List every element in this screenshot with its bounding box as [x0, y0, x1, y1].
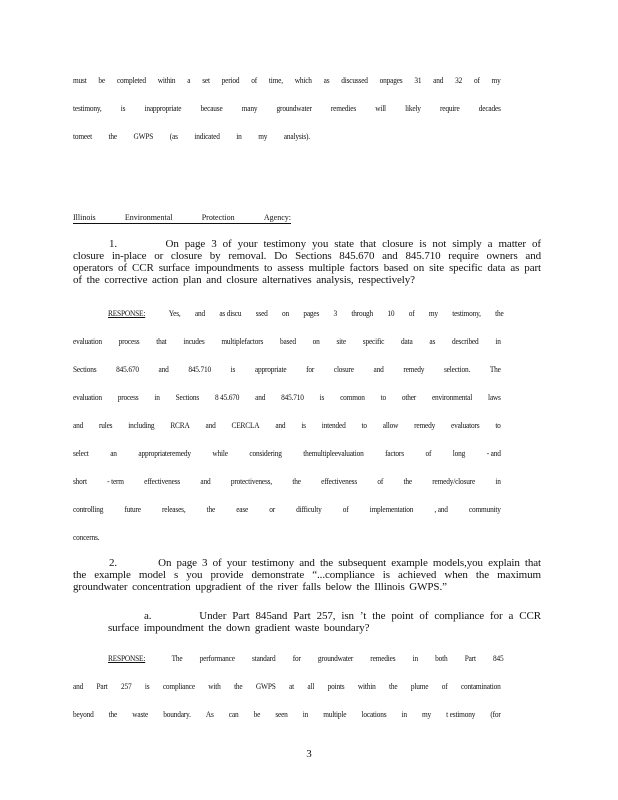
- word: in: [401, 710, 407, 719]
- word: selection.: [444, 365, 471, 374]
- word: based: [280, 337, 296, 346]
- word: because: [200, 104, 223, 113]
- word: both: [435, 654, 448, 663]
- word: to: [361, 421, 367, 430]
- word: The: [489, 365, 501, 374]
- word: completed: [116, 76, 146, 85]
- word: will: [375, 104, 386, 113]
- word: other: [401, 393, 417, 402]
- word: multiple: [323, 710, 347, 719]
- word: tomeet: [73, 132, 92, 141]
- word: through: [351, 309, 374, 318]
- response-1-line: [73, 449, 501, 458]
- word: and: [73, 682, 84, 691]
- word: in: [236, 132, 242, 141]
- word: and: [373, 365, 384, 374]
- word: ease: [236, 505, 249, 514]
- word: period: [221, 76, 240, 85]
- heading-word: Environmental: [124, 213, 173, 222]
- response-1-line: [73, 505, 501, 514]
- word: GWPS: [133, 132, 154, 141]
- word: compliance: [162, 682, 195, 691]
- text-line: [73, 104, 501, 113]
- word: and: [73, 421, 84, 430]
- word: 845: [493, 654, 504, 663]
- word: set: [202, 76, 210, 85]
- word: as: [429, 337, 436, 346]
- word: 32: [455, 76, 463, 85]
- response-1-line: [108, 309, 504, 318]
- word: the: [292, 477, 301, 486]
- word: allow: [382, 421, 399, 430]
- word: for: [306, 365, 315, 374]
- word: within: [357, 682, 376, 691]
- word: which: [294, 76, 312, 85]
- word: - term: [107, 477, 124, 486]
- word: inappropriate: [144, 104, 182, 113]
- word: contamination: [460, 682, 501, 691]
- word: that: [156, 337, 167, 346]
- question-2: [73, 557, 541, 593]
- word: ssed: [255, 309, 268, 318]
- word: my: [258, 132, 268, 141]
- word: my: [421, 710, 432, 719]
- word: on: [312, 337, 320, 346]
- word: As: [205, 710, 214, 719]
- word: Part: [96, 682, 108, 691]
- word: (for: [490, 710, 501, 719]
- response-2-line: [108, 654, 504, 663]
- word: be: [253, 710, 261, 719]
- word: decades: [478, 104, 501, 113]
- word: groundwater: [317, 654, 354, 663]
- word: 845.710: [188, 365, 211, 374]
- response-1-line: [73, 421, 501, 430]
- word: is: [319, 393, 325, 402]
- word: 31: [414, 76, 422, 85]
- word: groundwater: [276, 104, 312, 113]
- word: of: [377, 477, 384, 486]
- word: and: [255, 393, 266, 402]
- word: protectiveness,: [230, 477, 273, 486]
- word: themultipleevaluation: [303, 449, 364, 458]
- page-number: 3: [306, 748, 312, 760]
- word: RCRA: [170, 421, 190, 430]
- heading-word: Illinois: [73, 213, 96, 222]
- word: 8 45.670: [214, 393, 240, 402]
- word: for: [292, 654, 301, 663]
- word: 845.710: [281, 393, 304, 402]
- word: time,: [268, 76, 283, 85]
- text-line: [73, 76, 501, 85]
- word: points: [327, 682, 345, 691]
- response-1-line: [73, 337, 501, 346]
- word: evaluation: [73, 337, 102, 346]
- word: appropriate: [254, 365, 287, 374]
- question-2a: [108, 610, 541, 634]
- word: of: [425, 449, 432, 458]
- word: - and: [486, 449, 501, 458]
- word: onpages: [379, 76, 403, 85]
- word: my: [491, 76, 501, 85]
- heading-word: Agency:: [263, 213, 291, 222]
- word: the: [495, 309, 504, 318]
- word: incudes: [183, 337, 205, 346]
- word: my: [428, 309, 438, 318]
- word: discussed: [341, 76, 368, 85]
- word: with: [208, 682, 221, 691]
- word: likely: [405, 104, 421, 113]
- word: a: [187, 76, 191, 85]
- section-heading: [73, 213, 291, 224]
- word: standard: [252, 654, 276, 663]
- word: of: [408, 309, 415, 318]
- word: seen: [275, 710, 288, 719]
- word: RESPONSE:: [108, 309, 146, 318]
- word: 257: [120, 682, 132, 691]
- word: community: [468, 505, 501, 514]
- response-1-line: [73, 477, 501, 486]
- word: multiplefactors: [221, 337, 264, 346]
- question-number: 2.: [109, 557, 118, 569]
- word: or: [269, 505, 276, 514]
- word: considering: [249, 449, 282, 458]
- word: is: [301, 421, 306, 430]
- word: environmental: [431, 393, 473, 402]
- word: in: [154, 393, 160, 402]
- question-text: On page 3 of your testimony and the subsequent example models,you explain that the example model s you provide demonstrate “...compliance is achieved when the maximum groundwater concentration upgradient of the river falls below the Illinois GWPS.”: [73, 557, 542, 593]
- word: remedy: [403, 365, 425, 374]
- word: described: [451, 337, 479, 346]
- word: and: [200, 477, 211, 486]
- word: Sections: [175, 393, 200, 402]
- word: effectiveness: [144, 477, 181, 486]
- word: the: [108, 710, 118, 719]
- word: is: [230, 365, 236, 374]
- question-1: [73, 238, 541, 286]
- word: appropriateremedy: [138, 449, 191, 458]
- word: plume: [410, 682, 429, 691]
- word: the: [108, 132, 117, 141]
- question-text: On page 3 of your testimony you state that closure is not simply a matter of closure in-place or closure by removal. Do Sections 845.670 and 845.710 require owners and operators of CCR surface impoundments to assess multiple factors based on site specific data as part of the corrective action plan and closure alternatives analysis, respectively?: [73, 238, 541, 286]
- word: data: [401, 337, 413, 346]
- word: Part: [464, 654, 476, 663]
- word: evaluators: [451, 421, 480, 430]
- word: as discu: [219, 309, 242, 318]
- word: of: [251, 76, 257, 85]
- word: while: [212, 449, 228, 458]
- word: in: [302, 710, 309, 719]
- word: CERCLA: [231, 421, 260, 430]
- word: the: [206, 505, 216, 514]
- word: remedies: [330, 104, 357, 113]
- word: common: [340, 393, 365, 402]
- word: must: [73, 76, 87, 85]
- subquestion-letter: a.: [144, 610, 152, 622]
- word: evaluation: [73, 393, 102, 402]
- word: laws: [487, 393, 501, 402]
- word: analysis).: [283, 132, 310, 141]
- word: rules: [98, 421, 113, 430]
- heading-word: Protection: [201, 213, 235, 222]
- word: (as: [169, 132, 178, 141]
- word: implementation: [369, 505, 414, 514]
- word: to: [495, 421, 501, 430]
- word: in: [495, 477, 501, 486]
- word: is: [144, 682, 150, 691]
- word: and: [158, 365, 169, 374]
- word: of: [342, 505, 349, 514]
- response-1-line: [73, 365, 501, 374]
- word: remedy: [414, 421, 436, 430]
- word: factors: [385, 449, 404, 458]
- word: 10: [387, 309, 395, 318]
- word: beyond: [73, 710, 94, 719]
- response-2-line: [73, 710, 501, 719]
- word: site: [336, 337, 346, 346]
- word: of: [473, 76, 480, 85]
- word: require: [439, 104, 460, 113]
- word: short: [73, 477, 87, 486]
- word: difficulty: [296, 505, 322, 514]
- word: 3: [333, 309, 338, 318]
- word: pages: [303, 309, 320, 318]
- word: future: [124, 505, 141, 514]
- word: in: [495, 337, 501, 346]
- word: at: [289, 682, 294, 691]
- word: effectiveness: [321, 477, 358, 486]
- word: indicated: [194, 132, 220, 141]
- word: be: [98, 76, 106, 85]
- word: as: [323, 76, 330, 85]
- word: GWPS: [255, 682, 276, 691]
- word: specific: [362, 337, 385, 346]
- word: including: [128, 421, 155, 430]
- word: boundary.: [163, 710, 191, 719]
- word: process: [118, 337, 140, 346]
- word: all: [307, 682, 315, 691]
- word: waste: [132, 710, 149, 719]
- word: an: [110, 449, 117, 458]
- word: is: [120, 104, 126, 113]
- response-1-line: [73, 393, 501, 402]
- question-number: 1.: [109, 238, 118, 250]
- word: in: [412, 654, 418, 663]
- word: and: [275, 421, 286, 430]
- subquestion-text: Under Part 845and Part 257, isn ’t the point of compliance for a CCR surface impoundment the down gradient waste boundary?: [108, 610, 542, 634]
- word: long: [452, 449, 466, 458]
- word: and: [194, 309, 205, 318]
- word: remedies: [370, 654, 396, 663]
- word: The: [171, 654, 183, 663]
- word: t estimony: [446, 710, 476, 719]
- word: intended: [321, 421, 346, 430]
- word: many: [241, 104, 258, 113]
- word: of: [441, 682, 448, 691]
- word: concerns.: [73, 533, 100, 542]
- word: and: [205, 421, 216, 430]
- word: testimony,: [73, 104, 102, 113]
- word: locations: [361, 710, 387, 719]
- word: Sections: [73, 365, 97, 374]
- word: 845.670: [116, 365, 139, 374]
- word: the: [403, 477, 412, 486]
- response-1-line: [73, 533, 501, 542]
- word: remedy/closure: [432, 477, 476, 486]
- word: releases,: [162, 505, 186, 514]
- word: can: [228, 710, 239, 719]
- word: Yes,: [168, 309, 181, 318]
- word: the: [234, 682, 243, 691]
- word: within: [157, 76, 176, 85]
- word: select: [73, 449, 89, 458]
- word: to: [380, 393, 386, 402]
- word: testimony,: [452, 309, 481, 318]
- word: , and: [434, 505, 448, 514]
- text-line: [73, 132, 501, 141]
- word: RESPONSE:: [108, 654, 146, 663]
- word: the: [388, 682, 398, 691]
- word: performance: [199, 654, 235, 663]
- word: process: [117, 393, 139, 402]
- response-2-line: [73, 682, 501, 691]
- word: on: [282, 309, 290, 318]
- word: and: [433, 76, 444, 85]
- word: controlling: [73, 505, 104, 514]
- word: closure: [333, 365, 354, 374]
